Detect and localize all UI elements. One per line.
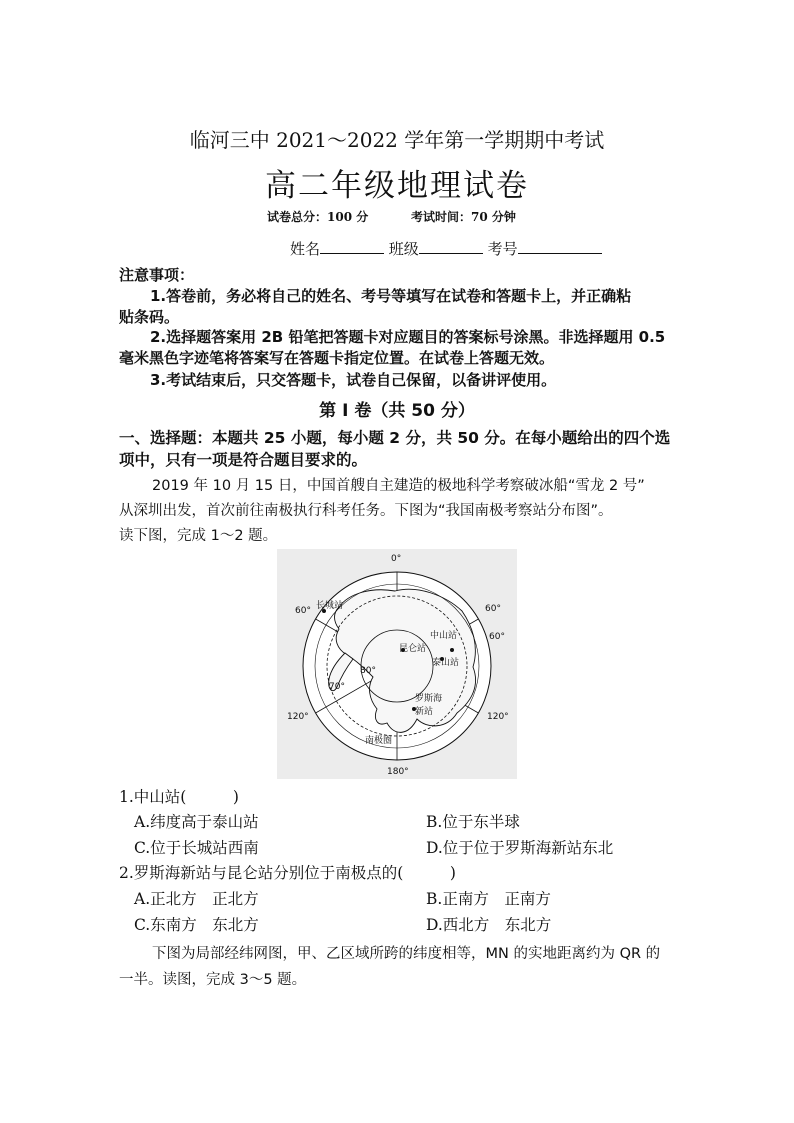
section-instruction: 项中，只有一项是符合题目要求的。 xyxy=(119,451,368,469)
class-blank[interactable] xyxy=(419,239,483,254)
total-score: 试卷总分：100 分 xyxy=(267,210,369,224)
question-2-option-b[interactable]: B.正南方 正南方 xyxy=(426,890,551,908)
label-60deg-right: 60° xyxy=(485,604,501,614)
passage-line: 从深圳出发，首次前往南极执行科考任务。下图为“我国南极考察站分布图”。 xyxy=(119,503,613,519)
question-2-stem: 2.罗斯海新站与昆仑站分别位于南极点的( ) xyxy=(119,864,456,882)
name-blank[interactable] xyxy=(320,239,384,254)
class-label: 班级 xyxy=(388,240,419,258)
passage-line: 读下图，完成 1～2 题。 xyxy=(119,528,278,544)
antarctic-station-map xyxy=(277,549,517,779)
zhongshan-station-dot xyxy=(450,648,454,652)
label-70deg: 70° xyxy=(329,682,345,692)
question-1-option-d[interactable]: D.位于位于罗斯海新站东北 xyxy=(426,839,614,857)
section-instruction: 一、选择题：本题共 25 小题，每小题 2 分，共 50 分。在每小题给出的四个选 xyxy=(119,429,671,447)
number-blank[interactable] xyxy=(518,239,602,254)
notes-heading: 注意事项： xyxy=(119,266,195,284)
name-label: 姓名 xyxy=(290,240,321,258)
note-item: 毫米黑色字迹笔将答案写在答题卡指定位置。在试卷上答题无效。 xyxy=(119,349,555,367)
label-rosssea-2: 新站 xyxy=(415,707,434,717)
question-2-option-a[interactable]: A.正北方 正北方 xyxy=(134,890,259,908)
question-2-option-c[interactable]: C.东南方 东北方 xyxy=(134,916,259,934)
school-title: 临河三中 2021～2022 学年第一学期期中考试 xyxy=(189,128,605,152)
label-60deg-left: 60° xyxy=(295,606,311,616)
label-zhongshan: 中山站 xyxy=(430,631,458,641)
exam-title: 高二年级地理试卷 xyxy=(265,168,529,204)
note-item: 贴条码。 xyxy=(119,308,180,326)
passage-line: 一半。读图，完成 3～5 题。 xyxy=(119,972,307,988)
label-60deg-right-inner: 60° xyxy=(489,632,505,642)
question-1-option-b[interactable]: B.位于东半球 xyxy=(426,813,520,831)
student-info-fields xyxy=(290,238,602,259)
label-80deg: 80° xyxy=(360,666,376,676)
label-rosssea-1: 罗斯海 xyxy=(415,694,443,704)
label-120deg-left: 120° xyxy=(287,712,309,722)
polar-map-svg xyxy=(277,549,517,779)
exam-time: 考试时间：70 分钟 xyxy=(411,210,516,224)
passage-line: 下图为局部经纬网图，甲、乙区域所跨的纬度相等，MN 的实地距离约为 QR 的 xyxy=(152,946,661,962)
label-taishan: 泰山站 xyxy=(432,658,460,668)
question-1-option-c[interactable]: C.位于长城站西南 xyxy=(134,839,259,857)
label-180deg: 180° xyxy=(387,767,409,777)
note-item: 3.考试结束后，只交答题卡，试卷自己保留，以备讲评使用。 xyxy=(150,371,557,389)
note-item: 2.选择题答案用 2B 铅笔把答题卡对应题目的答案标号涂黑。非选择题用 0.5 xyxy=(150,328,666,346)
label-antarctic-circle: 南极圈 xyxy=(365,736,393,746)
question-1-stem: 1.中山站( ) xyxy=(119,788,239,806)
label-kunlun: 昆仑站 xyxy=(399,644,427,654)
label-120deg-right: 120° xyxy=(487,712,509,722)
number-label: 考号 xyxy=(487,240,518,258)
question-1-option-a[interactable]: A.纬度高于泰山站 xyxy=(134,813,259,831)
note-item: 1.答卷前，务必将自己的姓名、考号等填写在试卷和答题卡上，并正确粘 xyxy=(150,287,632,305)
label-changcheng: 长城站 xyxy=(316,601,344,611)
question-2-option-d[interactable]: D.西北方 东北方 xyxy=(426,916,552,934)
passage-line: 2019 年 10 月 15 日，中国首艘自主建造的极地科学考察破冰船“雪龙 2 号” xyxy=(152,478,645,494)
label-0deg: 0° xyxy=(391,554,402,564)
part-title: 第 Ⅰ 卷（共 50 分） xyxy=(319,401,475,421)
